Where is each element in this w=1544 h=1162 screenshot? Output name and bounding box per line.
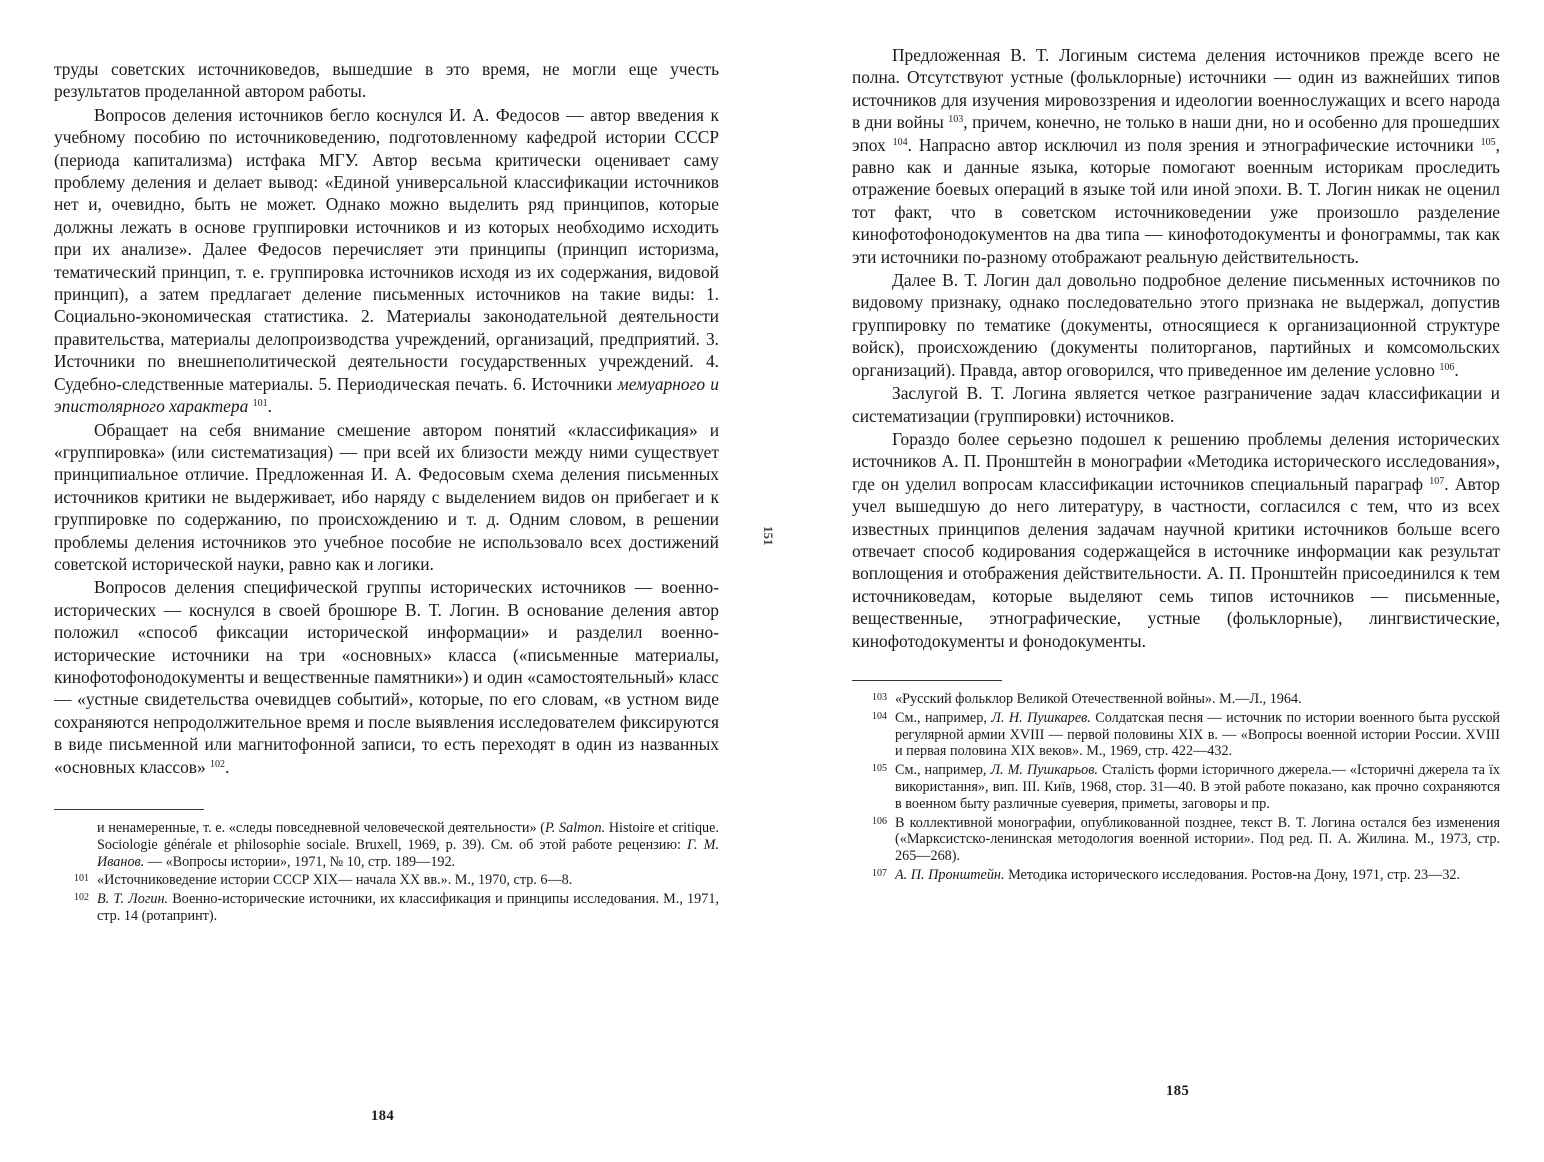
paragraph: Вопросов деления специфической группы исторических источников — военно-исторических — коснулся в своей брошюре В. Т. Логин. В основание деления автор положил «способ фиксации исторической информации» и разделил военно-исторические источники на три «основных» класса («письменные материалы, кинофотофонодокументы и вещественные памятники») и один «самостоятельный» класс — «устные свидетельства очевидцев событий», которые, по его словам, «в устном виде сохраняются непродолжительное время и после выявления исследователем фиксируются в виде письменной или магнитофонной записи, то есть переходят в один из названных «основных классов» $^{102}$. bbox=[54, 577, 719, 777]
footnote-ref: 104 bbox=[892, 136, 908, 148]
footnote-text: Солдатская песня — источник по истории военного быта русской регулярной армии XVIII — первой половины XIX в. — «Вопросы военной истории России. XVIII и первая половина XIX веков». М., 1969, стр. 422—432. bbox=[895, 709, 1501, 760]
paragraph bbox=[852, 428, 1500, 652]
footnote-author: В. Т. Логин. bbox=[97, 891, 169, 908]
paragraph-text: . Автор учел вышедшую до него литературу, в частности, согласился с тем, что из всех известных принципов деления задачам научной критики источников больше всего отвечает способ кодирования содержащейся в источнике информации как результат воплощения и отображения действительности. А. П. Пронштейн присоединился к тем источниковедам, которые выделяют семь типов источников — письменные, вещественные, этнографические, устные (фольклорные), лингвистические, кинофотодокументы и фонодокументы. bbox=[852, 473, 1500, 651]
right-page bbox=[852, 0, 1500, 886]
paragraph-text: , равно как и данные языка, которые помогают военным историкам проследить отражение боевых операций в языке той или иной эпохи. В. Т. Логин никак не оценил тот факт, что в советском источниковедении уже произошло разделение кинофотофонодокументов на два типа — кинофотодокументы и фонограммы, так как эти источники по-разному отображают реальную действительность. bbox=[852, 134, 1500, 267]
paragraph-text: Предложенная В. Т. Логиным система деления источников прежде всего не полна. Отсутствуют устные (фольклорные) источники — один из важнейших типов источников для изучения мировоззрения и идеологии военнослужащих и всего народа в дни войны bbox=[852, 45, 1500, 133]
paragraph-text: Заслугой В. Т. Логина является четкое разграничение задач классификации и систематизации (группировки) источников. bbox=[852, 383, 1500, 426]
footnote-number: 101 bbox=[74, 873, 89, 885]
paragraph bbox=[852, 44, 1500, 268]
footnote-text: В коллективной монографии, опубликованной позднее, текст В. Т. Логина остался без изменения («Марксистско-ленинская методология военной истории». Под ред. П. А. Жилина. М., 1973, стр. 265—268). bbox=[895, 814, 1500, 865]
paragraph-text: Далее В. Т. Логин дал довольно подробное деление письменных источников по видовому признаку, однако последовательно этого признака не выдержал, допустив группировку по тематике (документы, относящиеся к организационной структуре войск), происхождению (документы политорганов, партийных и комсомольских организаций). Правда, автор оговорился, что приведенное им деление условно bbox=[852, 270, 1500, 380]
footnote-text: и ненамеренные, т. е. «следы повседневной человеческой деятельности» ( bbox=[97, 820, 545, 836]
footnote-author: Л. М. Пушкарьов. bbox=[990, 762, 1098, 779]
footnote-ref: 101 bbox=[252, 398, 268, 410]
footnote bbox=[54, 820, 719, 870]
footnote-author: Л. Н. Пушкарев. bbox=[991, 709, 1091, 726]
footnote-ref: 105 bbox=[1480, 136, 1496, 148]
footnote bbox=[852, 691, 1500, 708]
footnote-text: «Источниковедение истории СССР XIX— начала XX вв.». М., 1970, стр. 6—8. bbox=[97, 872, 573, 889]
left-page bbox=[54, 0, 719, 927]
footnote bbox=[54, 872, 719, 889]
paragraph-text: . Напрасно автор исключил из поля зрения и этнографические источники bbox=[907, 134, 1474, 155]
footnote-text: См., например, bbox=[895, 709, 992, 726]
footnote bbox=[54, 891, 719, 925]
footnote-text: Методика исторического исследования. Ростов-на Дону, 1971, стр. 23—32. bbox=[1004, 866, 1461, 883]
footnote-number: 107 bbox=[872, 867, 887, 879]
paragraph bbox=[54, 419, 719, 576]
footnote-author: Г. М. Иванов. bbox=[97, 836, 719, 870]
footnote-ref: 106 bbox=[1439, 361, 1455, 373]
right-footnotes bbox=[852, 691, 1500, 884]
footnote-number: 102 bbox=[74, 892, 89, 904]
footnote-author: А. П. Пронштейн. bbox=[895, 866, 1005, 883]
footnote-ref: 107 bbox=[1429, 475, 1445, 487]
left-footnotes bbox=[54, 820, 719, 925]
footnote-text: Histoire et critique. Sociologie générale et philosophie sociale. Bruxell, 1969, p. 39). См. об этой работе рецензию: bbox=[97, 820, 719, 853]
footnote-text: См., например, bbox=[895, 762, 991, 779]
paragraph-text: Вопросов деления источников бегло коснулся И. А. Федосов — автор введения к учебному пособию по источниковедению, подготовленному кафедрой истории СССР (периода капитализма) истфака МГУ. Автор весьма критически оценивает саму проблему деления и делает вывод: «Единой универсальной классификации источников нет и, очевидно, быть не может. Однако можно выделить ряд принципов, которые должны лежать в основе группировки источников и из которых необходимо исходить при их анализе». Далее Федосов перечисляет эти принципы (принцип историзма, тематический принцип, т. е. группировка источников исходя из их содержания, видовой принцип), а затем предлагает деление письменных источников на такие виды: 1. Социально-экономическая статистика. 2. Материалы законодательной деятельности правительства, материалы делопроизводства учреждений, организаций, предприятий. 3. Источники по внешнеполитической деятельности государственных учреждений. 4. Судебно-следственные материалы. 5. Периодическая печать. 6. Источники bbox=[54, 104, 719, 394]
footnote-number: 106 bbox=[872, 815, 887, 827]
page-number-left: 184 bbox=[371, 1108, 395, 1124]
paragraph-text: Гораздо более серьезно подошел к решению проблемы деления исторических источников А. П. Пронштейн в монографии «Методика исторического исследования», где он уделил вопросам классификации источников специальный параграф bbox=[852, 428, 1500, 494]
footnote-text: «Русский фольклор Великой Отечественной войны». М.—Л., 1964. bbox=[895, 690, 1302, 707]
footnote-number: 104 bbox=[872, 710, 887, 722]
footnote-number: 105 bbox=[872, 763, 887, 775]
left-body-text bbox=[54, 58, 719, 778]
footnote bbox=[852, 815, 1500, 865]
footnote bbox=[852, 710, 1500, 760]
paragraph bbox=[852, 382, 1500, 427]
footnote-text: Сталість форми історичного джерела.— «Історичні джерела та їх використання», вип. III. Київ, 1968, стор. 31—40. В этой работе показано, как прочно сохраняются в военном быту различные суеверия, приметы, заговоры и пр. bbox=[895, 762, 1500, 812]
page-number-right: 185 bbox=[1166, 1083, 1190, 1099]
paragraph: Далее В. Т. Логин дал довольно подробное деление письменных источников по видовому признаку, однако последовательно этого признака не выдержал, допустив группировку по тематике (документы, относящиеся к организационной структуре войск), происхождению (документы политорганов, партийных и комсомольских организаций). Правда, автор оговорился, что приведенное им деление условно $^{106}$. bbox=[852, 270, 1500, 380]
paragraph-text: Обращает на себя внимание смешение автором понятий «классификация» и «группировка» (или систематизация) — при всей их близости между ними существует принципиальное отличие. Предложенная И. А. Федосовым схема деления письменных источников критики не выдерживает, ибо наряду с выделением видов он прибегает и к группировке по содержанию, по происхождению и т. д. Одним словом, в решении проблемы деления источников это учебное пособие не использовало всех достижений советской исторической науки, равно как и логики. bbox=[54, 419, 719, 574]
paragraph: Вопросов деления источников бегло коснулся И. А. Федосов — автор введения к учебному пособию по источниковедению, подготовленному кафедрой истории СССР (периода капитализма) истфака МГУ. Автор весьма критически оценивает саму проблему деления и делает вывод: «Единой универсальной классификации источников нет и, очевидно, быть не может. Однако можно выделить ряд принципов, которые должны лежать в основе группировки источников и из которых необходимо исходить при их анализе». Далее Федосов перечисляет эти принципы (принцип историзма, тематический принцип, т. е. группировка источников исходя из их содержания, видовой принцип), а затем предлагает деление письменных источников на такие виды: 1. Социально-экономическая статистика. 2. Материалы законодательной деятельности правительства, материалы делопроизводства учреждений, организаций, предприятий. 3. Источники по внешнеполитической деятельности государственных учреждений. 4. Судебно-следственные материалы. 5. Периодическая печать. 6. Источники мемуарного и эпистолярного характера $^{101}$. bbox=[54, 104, 719, 417]
paragraph-text: Вопросов деления специфической группы исторических источников — военно-исторических — коснулся в своей брошюре В. Т. Логин. В основание деления автор положил «способ фиксации исторической информации» и разделил военно-исторические источники на три «основных» класса («письменные материалы, кинофотофонодокументы и вещественные памятники») и один «самостоятельный» класс — «устные свидетельства очевидцев событий», которые, по его словам, «в устном виде сохраняются непродолжительное время и после выявления исследователем фиксируются в виде письменной или магнитофонной записи, то есть переходят в один из названных «основных классов» bbox=[54, 577, 719, 777]
footnote-divider bbox=[852, 680, 1002, 681]
paragraph bbox=[54, 58, 719, 103]
gutter-mark: 151 bbox=[761, 526, 776, 546]
right-body-text bbox=[852, 44, 1500, 652]
footnote-number: 103 bbox=[872, 691, 887, 703]
paragraph-text: труды советских источниковедов, вышедшие в это время, не могли еще учесть результатов проделанной автором работы. bbox=[54, 59, 719, 102]
footnote-ref: 103 bbox=[948, 114, 964, 126]
footnote bbox=[852, 762, 1500, 812]
footnote-text: — «Вопросы истории», 1971, № 10, стр. 189—192. bbox=[144, 853, 456, 870]
footnote-divider bbox=[54, 809, 204, 810]
footnote-ref: 102 bbox=[210, 758, 226, 770]
italic-phrase: мемуарного и эпистолярного характера bbox=[54, 373, 719, 417]
footnote bbox=[852, 867, 1500, 884]
paragraph-text: , причем, конечно, не только в наши дни, но и особенно для прошедших эпох bbox=[852, 112, 1500, 155]
footnote-author: P. Salmon. bbox=[544, 820, 606, 836]
footnote-text: Военно-исторические источники, их классификация и принципы исследования. М., 1971, стр. 14 (ротапринт). bbox=[97, 891, 719, 924]
